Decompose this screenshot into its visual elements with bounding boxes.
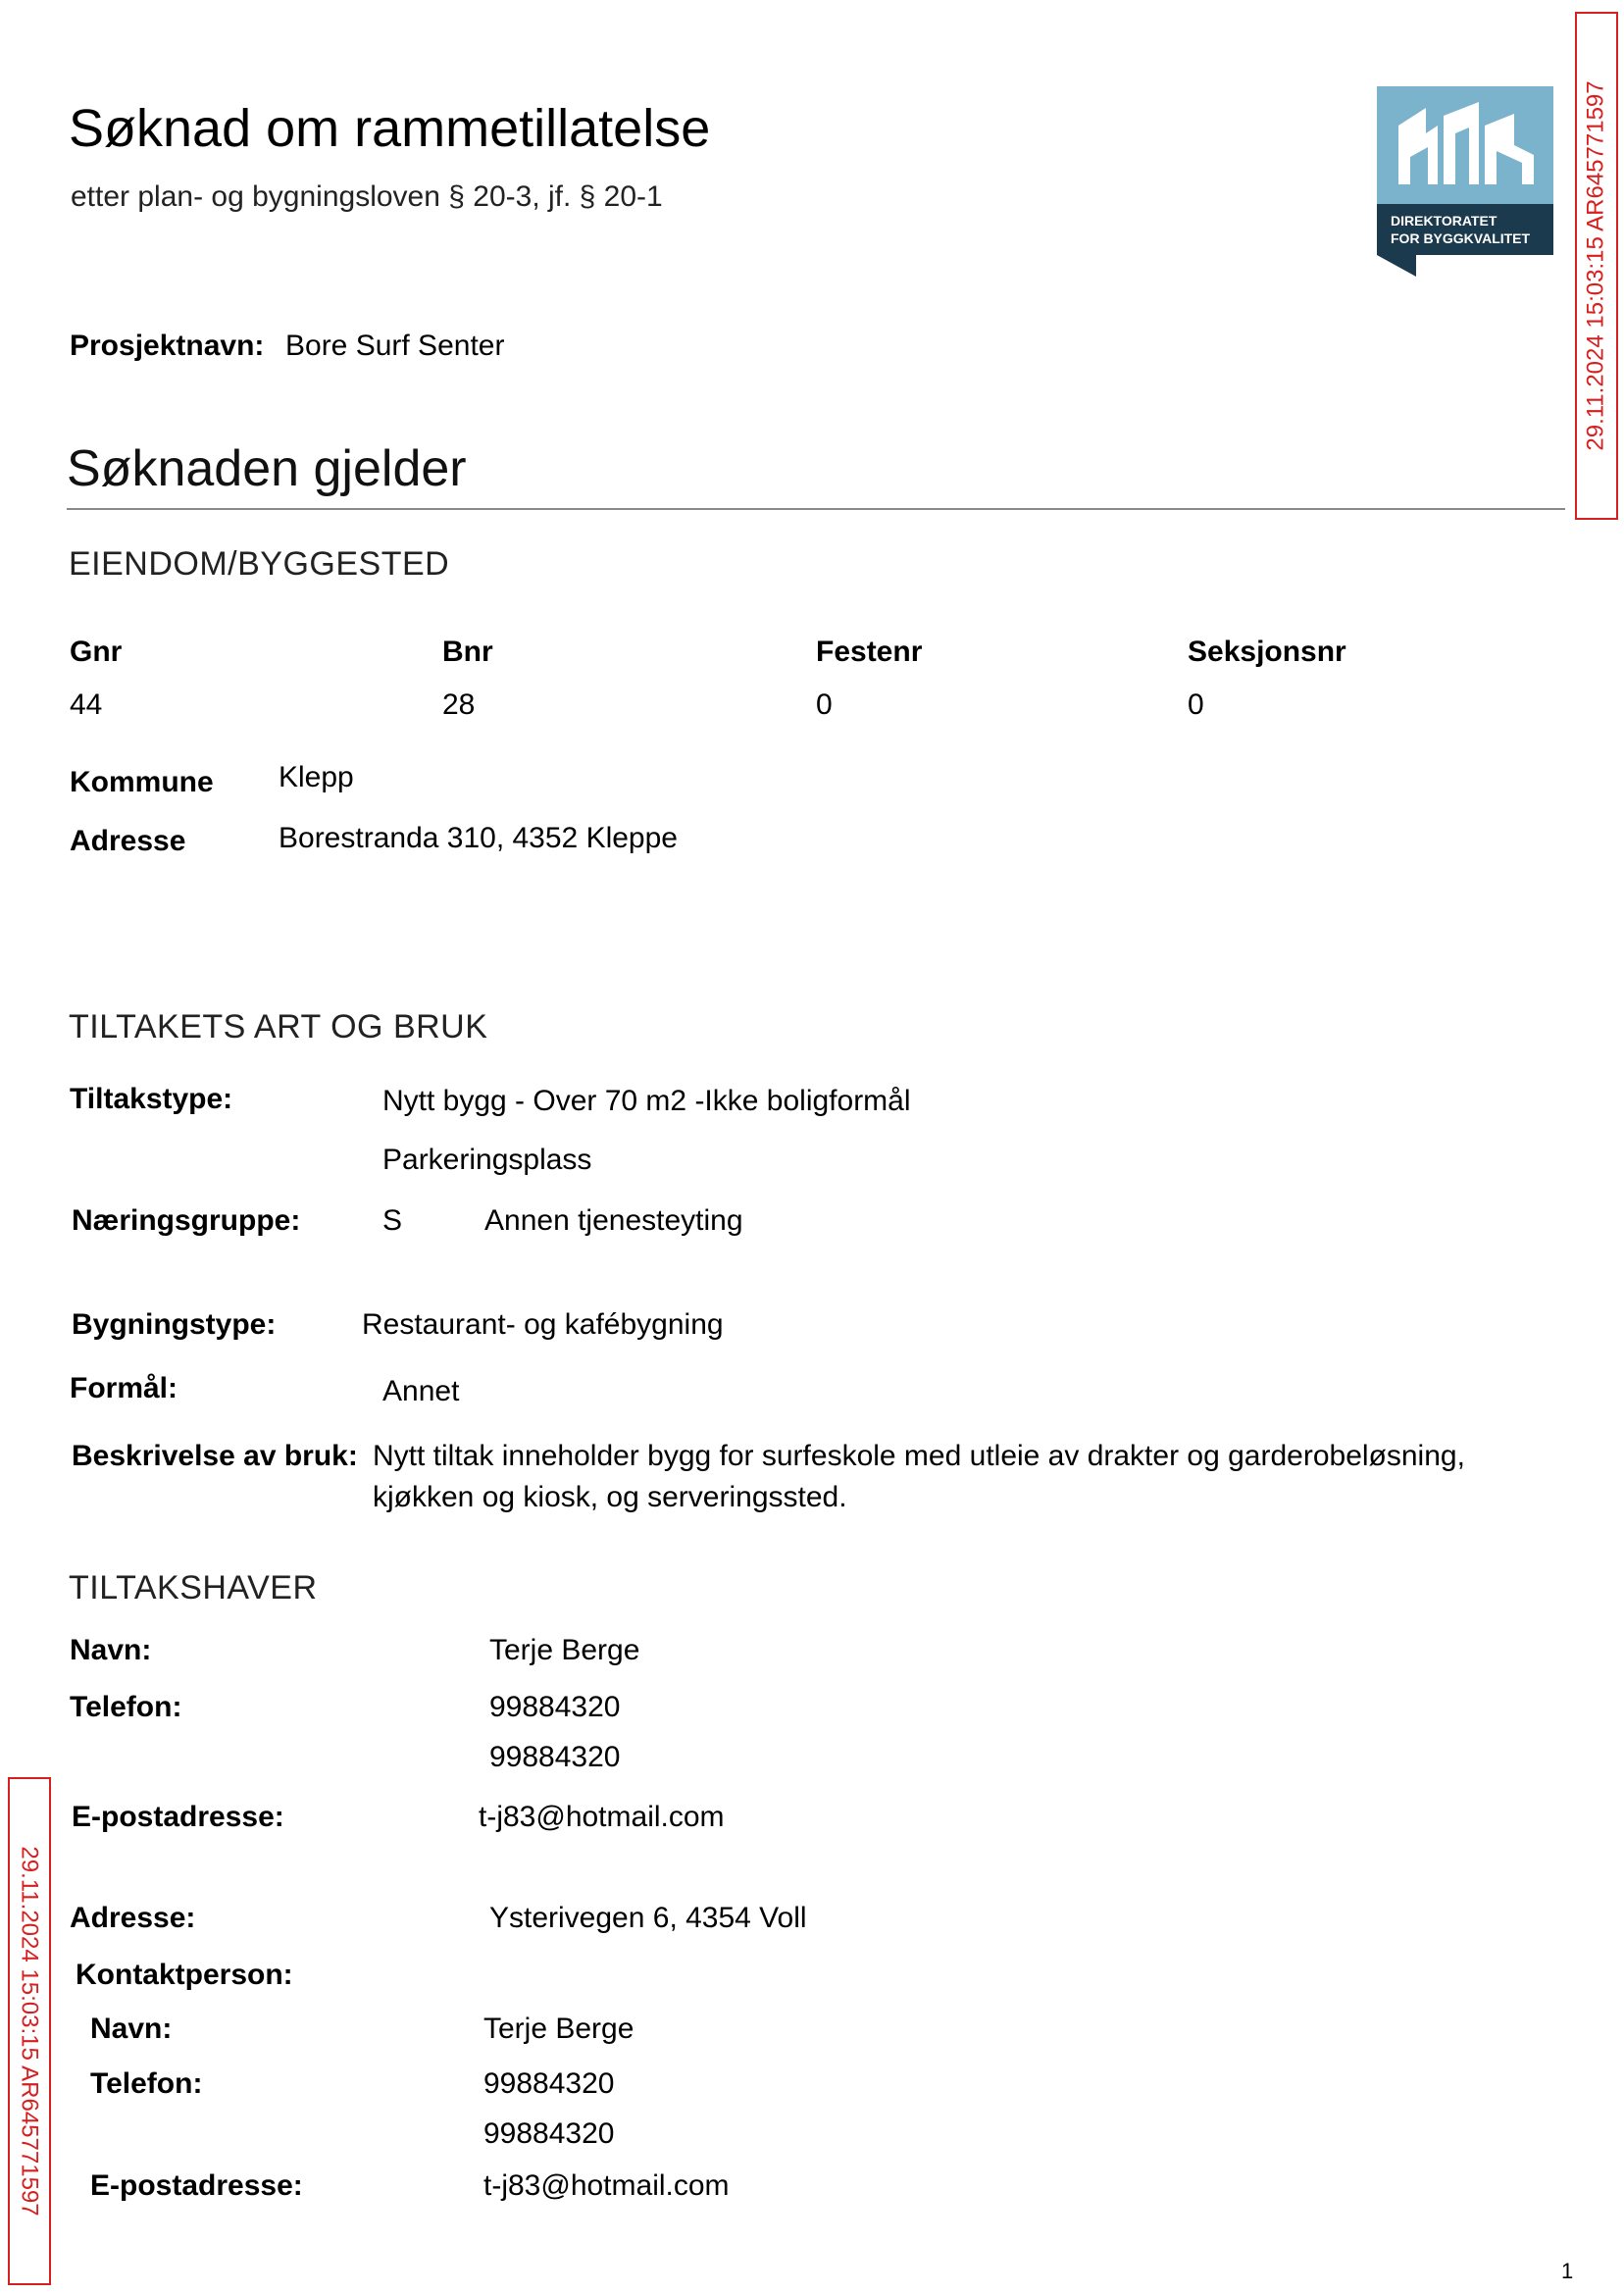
naeringsgruppe-code: S: [382, 1204, 403, 1237]
gnr-value: 44: [70, 688, 103, 721]
tiltakstype-value-2: Parkeringsplass: [382, 1144, 592, 1176]
beskrivelse-label: Beskrivelse av bruk:: [72, 1440, 358, 1472]
tiltakshaver-epost-label: E-postadresse:: [72, 1801, 284, 1833]
tiltakshaver-adresse-label: Adresse:: [70, 1902, 196, 1934]
section-divider: [67, 508, 1565, 510]
kommune-label: Kommune: [70, 766, 214, 798]
tiltak-heading: TILTAKETS ART OG BRUK: [69, 1008, 488, 1045]
receipt-stamp-bottom: 29.11.2024 15:03:15 AR645771597: [8, 1777, 51, 2285]
festenr-label: Festenr: [816, 636, 923, 668]
logo-line-1: DIREKTORATET: [1391, 213, 1497, 229]
section-title: Søknaden gjelder: [67, 440, 467, 497]
tiltakshaver-epost-value: t-j83@hotmail.com: [479, 1801, 725, 1833]
project-name-label: Prosjektnavn:: [70, 330, 265, 362]
beskrivelse-line-2: kjøkken og kiosk, og serveringssted.: [373, 1481, 847, 1513]
logo-line-2: FOR BYGGKVALITET: [1391, 230, 1531, 246]
kontakt-epost-value: t-j83@hotmail.com: [483, 2169, 730, 2202]
bygningstype-label: Bygningstype:: [72, 1308, 277, 1341]
adresse-value: Borestranda 310, 4352 Kleppe: [279, 822, 678, 854]
document-title: Søknad om rammetillatelse: [69, 99, 711, 158]
tiltakstype-value-1: Nytt bygg - Over 70 m2 -Ikke boligformål: [382, 1085, 911, 1117]
formal-value: Annet: [382, 1375, 460, 1407]
tiltakshaver-navn-value: Terje Berge: [489, 1634, 640, 1666]
tiltakshaver-telefon-value-1: 99884320: [489, 1691, 621, 1723]
adresse-label: Adresse: [70, 825, 186, 857]
bnr-value: 28: [442, 688, 476, 721]
kontakt-navn-label: Navn:: [90, 2013, 173, 2045]
festenr-value: 0: [816, 688, 833, 721]
naeringsgruppe-label: Næringsgruppe:: [72, 1204, 301, 1237]
tiltakshaver-telefon-value-2: 99884320: [489, 1741, 621, 1773]
dibk-logo: [1377, 86, 1553, 277]
page-number: 1: [1561, 2259, 1574, 2283]
tiltakshaver-telefon-label: Telefon:: [70, 1691, 182, 1723]
kontaktperson-label: Kontaktperson:: [76, 1959, 293, 1991]
seksjonsnr-value: 0: [1188, 688, 1204, 721]
gnr-label: Gnr: [70, 636, 123, 668]
tiltakshaver-adresse-value: Ysterivegen 6, 4354 Voll: [489, 1902, 807, 1934]
eiendom-heading: EIENDOM/BYGGESTED: [69, 545, 450, 583]
document-subtitle: etter plan- og bygningsloven § 20-3, jf. § 20-1: [71, 180, 663, 213]
project-name-value: Bore Surf Senter: [285, 330, 505, 362]
kontakt-telefon-value-1: 99884320: [483, 2067, 615, 2100]
bygningstype-value: Restaurant- og kafébygning: [362, 1308, 724, 1341]
kontakt-telefon-label: Telefon:: [90, 2067, 203, 2100]
kontakt-navn-value: Terje Berge: [483, 2013, 634, 2045]
naeringsgruppe-value: Annen tjenesteyting: [484, 1204, 743, 1237]
kommune-value: Klepp: [279, 761, 354, 793]
beskrivelse-line-1: Nytt tiltak inneholder bygg for surfeskole med utleie av drakter og garderobeløsning,: [373, 1440, 1465, 1472]
tiltakshaver-navn-label: Navn:: [70, 1634, 152, 1666]
tiltakshaver-heading: TILTAKSHAVER: [69, 1569, 318, 1606]
receipt-stamp-top: 29.11.2024 15:03:15 AR645771597: [1575, 12, 1618, 520]
kontakt-epost-label: E-postadresse:: [90, 2169, 303, 2202]
tiltakstype-label: Tiltakstype:: [70, 1083, 233, 1115]
kontakt-telefon-value-2: 99884320: [483, 2117, 615, 2150]
formal-label: Formål:: [70, 1372, 178, 1404]
seksjonsnr-label: Seksjonsnr: [1188, 636, 1346, 668]
bnr-label: Bnr: [442, 636, 493, 668]
